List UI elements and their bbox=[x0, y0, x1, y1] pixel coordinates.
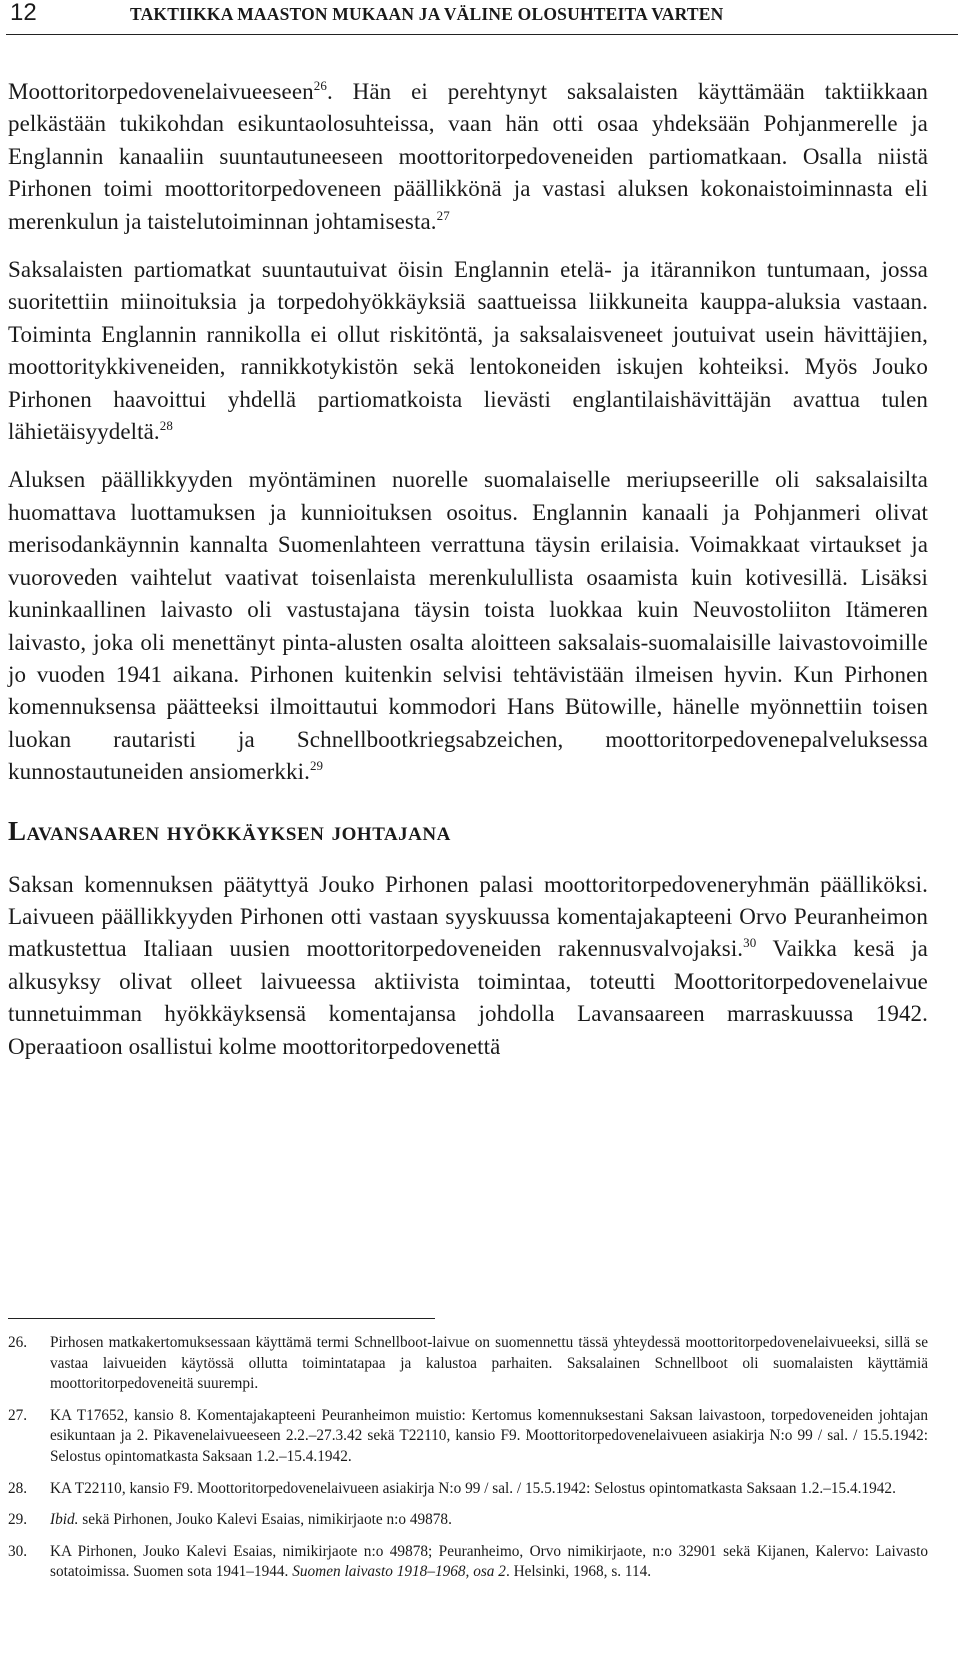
paragraph-text: Saksan komennuksen päätyttyä Jouko Pirhonen palasi moottoritorpedoveneryhmän päälliköksi. Laivueen päällikkyyden Pirhonen otti vastaan syyskuussa komentajakapteeni Orvo Peuranheimon matkustettua Italiaan uusien moottoritorpedoveneiden rakennusvalvojaksi. bbox=[8, 871, 928, 962]
section-heading: Lavansaaren hyökkäyksen johtajana bbox=[8, 815, 451, 846]
paragraph bbox=[8, 869, 928, 1063]
paragraph bbox=[8, 76, 928, 238]
running-title: TAKTIIKKA MAASTON MUKAAN JA VÄLINE OLOSUHTEITA VARTEN bbox=[130, 4, 724, 24]
footnotes bbox=[8, 1333, 928, 1594]
paragraph-text: Aluksen päällikkyyden myöntäminen nuorelle suomalaiselle meriupseerille oli saksalaisilta huomattava luottamuksen ja kunnioituksen osoitus. Englannin kanaali ja Pohjanmeri olivat merisodankäynnin kannalta Suomenlahteen verrattuna täysin erilaisia. Voimakkaat virtaukset ja vuoroveden vaihtelut vaativat toisenlaista merenkulullista osaamista kuin kotivesillä. Lisäksi kuninkaallinen laivasto oli vastustajana täysin toista luokkaa kuin Neuvostoliiton Itämeren laivasto, joka oli menettänyt pinta-alusten osalta aloitteen saksalais-suomalaisille laivastovoimille jo vuoden 1941 aikana. Pirhonen kuitenkin selvisi tehtävistään ilmeisen hyvin. Kun Pirhonen komennuksensa päätteeksi ilmoittautui kommodori Hans Bütowille, hänelle myönnettiin toisen luokan rautaristi ja Schnellbootkriegsabzeichen, moottoritorpedovenepalveluksessa kunnostautuneiden ansiomerkki. bbox=[8, 467, 928, 785]
paragraph-text: Vaikka kesä ja alkusyksy olivat olleet laivueessa aktiivista toimintaa, toteutti Moottoritorpedovenelaivue tunnetuimman hyökkäyksensä komentajansa johdolla Lavansaareen marraskuussa 1942. Operaatioon osallistui kolme moottoritorpedovenettä bbox=[8, 936, 928, 1059]
paragraph bbox=[8, 464, 928, 788]
footnote-number: 29. bbox=[8, 1511, 28, 1529]
footnote-ref[interactable]: 26 bbox=[313, 78, 327, 93]
paragraph-text: Moottoritorpedovenelaivueeseen bbox=[8, 79, 314, 104]
footnote-text: Pirhosen matkakertomuksessaan käyttämä termi Schnellboot-laivue on suomennettu tässä yhteydessä moottoritorpedovenelaivueeksi, sillä se vastaa laivueiden käytössä ollutta toimintatapaa ja kalustoa parhaiten. Saksalainen Schnellboot oli suomalaisten käyttämiä moottoritorpedoveneitä suurempi. bbox=[50, 1334, 928, 1393]
footnote bbox=[8, 1510, 928, 1531]
footnote-number: 28. bbox=[8, 1479, 28, 1497]
footnote-text: KA T17652, kansio 8. Komentajakapteeni Peuranheimon muistio: Kertomus komennuksestani Saksan laivastoon, torpedoveneiden johtajan esikuntaan ja 2. Pikavenelaivueeseen 2.2.–27.3.42 sekä T22110, kansio F9. Moottoritorpedovenelaivueen asiakirja N:o 99 / sal. / 15.5.1942: Selostus opintomatkasta Saksaan 1.2.–15.4.1942. bbox=[50, 1406, 928, 1465]
footnote-ref[interactable]: 29 bbox=[309, 758, 324, 774]
page-number: 12 bbox=[10, 0, 37, 26]
footnote-ref[interactable]: 27 bbox=[436, 207, 450, 223]
footnote-text-main: KA Pirhonen, Jouko Kalevi Esaias, nimikirjaote n:o 49878; Peuranheimo, Orvo nimikirjaote, n:o 32901 sekä Kijanen, Kalervo: Laivasto sotatoimissa. Suomen sota 1941–1944. bbox=[50, 1542, 928, 1581]
paragraph-text: Saksalaisten partiomatkat suuntautuivat öisin Englannin etelä- ja itärannikon tuntumaan, jossa suoritettiin miinoituksia ja torpedohyökkäyksiä saattueissa liikkuneita kauppa-aluksia vastaan. Toiminta Englannin rannikolla ei ollut riskitöntä, ja saksalaisveneet joutuivat usein hävittäjien, moottoritykkiveneiden, rannikkotykistön sekä lentokoneiden iskujen kohteiksi. Myös Jouko Pirhonen haavoittui yhdellä partiomatkoista lievästi englantilaishävittäjän avattua tulen lähietäisyydeltä. bbox=[8, 257, 928, 445]
paragraph-text: . Hän ei perehtynyt saksalaisten käyttämään taktiikkaan pelkästään tukikohdan esikuntaolosuhteissa, vaan hän otti osaa yhdeksään Pohjanmerelle ja Englannin kanaaliin suuntautuneeseen moottoritorpedoveneiden partiomatkaan. Osalla niistä Pirhonen toimi moottoritorpedoveneen päällikkönä ja vastasi aluksen kokonaistoiminnasta eli merenkulun ja taistelutoiminnan johtamisesta. bbox=[8, 79, 928, 234]
footnote-number: 30. bbox=[8, 1542, 28, 1560]
footnote-text bbox=[50, 1542, 928, 1583]
footnote-ref[interactable]: 30 bbox=[743, 935, 757, 951]
footnote-number: 27. bbox=[8, 1406, 28, 1424]
footnote-ibid: Ibid. bbox=[50, 1511, 79, 1529]
footnote-text: KA T22110, kansio F9. Moottoritorpedovenelaivueen asiakirja N:o 99 / sal. / 15.5.1942: Selostus opintomatkasta Saksaan 1.2.–15.4.1942. bbox=[50, 1479, 896, 1497]
footnote bbox=[8, 1333, 928, 1395]
footnote-text-tail: . Helsinki, 1968, s. 114. bbox=[505, 1563, 652, 1581]
body-text bbox=[8, 76, 928, 1079]
footnote-divider bbox=[8, 1318, 435, 1319]
footnote bbox=[8, 1542, 928, 1583]
footnote-book-title: Suomen laivasto 1918–1968, osa 2 bbox=[292, 1563, 506, 1581]
running-header bbox=[6, 0, 958, 35]
footnote-text-rest: sekä Pirhonen, Jouko Kalevi Esaias, nimikirjaote n:o 49878. bbox=[78, 1511, 452, 1529]
footnote-text bbox=[50, 1510, 928, 1531]
paragraph bbox=[8, 254, 928, 448]
footnote bbox=[8, 1406, 928, 1468]
footnote bbox=[8, 1479, 928, 1500]
footnote-number: 26. bbox=[8, 1334, 28, 1351]
footnote-ref[interactable]: 28 bbox=[159, 418, 173, 434]
